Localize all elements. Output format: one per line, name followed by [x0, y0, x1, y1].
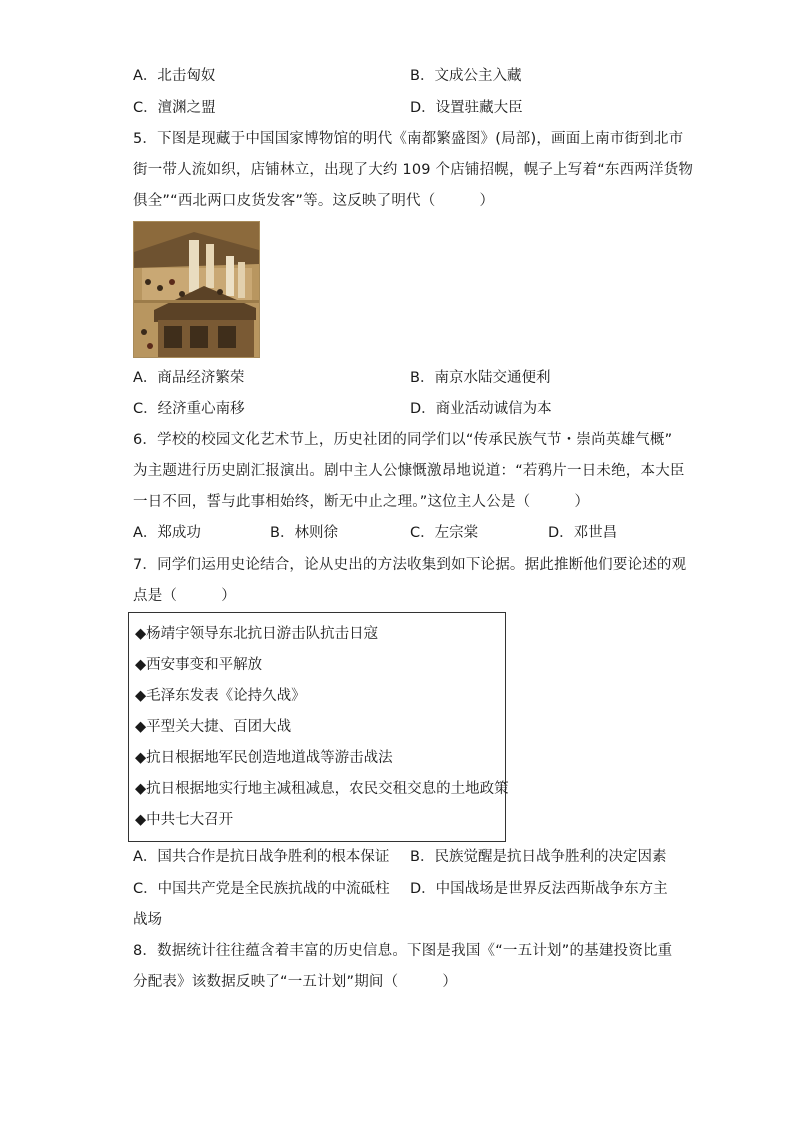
- evidence-item: ◆抗日根据地军民创造地道战等游击战法: [135, 750, 393, 766]
- q7-text-line-2: 点是（ ）: [133, 588, 236, 604]
- q5-option-c[interactable]: C．经济重心南移: [133, 401, 245, 417]
- q5-option-a[interactable]: A．商品经济繁荣: [133, 370, 245, 386]
- q7-evidence-box: [128, 612, 509, 842]
- q4-option-b[interactable]: B．文成公主入藏: [410, 68, 522, 84]
- q4-option-c[interactable]: C．澶渊之盟: [133, 100, 216, 116]
- q7-option-b[interactable]: B．民族觉醒是抗日战争胜利的决定因素: [410, 849, 667, 865]
- q4-option-d[interactable]: D．设置驻藏大臣: [410, 100, 523, 116]
- q8-text-line-2: 分配表》该数据反映了“一五计划”期间（ ）: [133, 974, 458, 990]
- q7-option-a[interactable]: A．国共合作是抗日战争胜利的根本保证: [133, 849, 390, 865]
- q5-text-line-3: 俱全”“西北两口皮货发客”等。这反映了明代（ ）: [133, 193, 495, 209]
- q7-option-d[interactable]: D．中国战场是世界反法西斯战争东方主: [410, 881, 668, 897]
- q5-text-line-2: 街一带人流如织，店铺林立，出现了大约 109 个店铺招幌，幌子上写着“东西两洋货物: [133, 162, 694, 178]
- evidence-item: ◆中共七大召开: [135, 812, 234, 828]
- evidence-item: ◆毛泽东发表《论持久战》: [135, 688, 306, 704]
- q7-text-line-1: 7．同学们运用史论结合，论从史出的方法收集到如下论据。据此推断他们要论述的观: [133, 557, 687, 573]
- q8-text-line-1: 8．数据统计往往蕴含着丰富的历史信息。下图是我国《“一五计划”的基建投资比重: [133, 943, 673, 959]
- q5-option-b[interactable]: B．南京水陆交通便利: [410, 370, 551, 386]
- q6-text-line-3: 一日不回，誓与此事相始终，断无中止之理。”这位主人公是（ ）: [133, 494, 590, 510]
- q6-option-b[interactable]: B．林则徐: [270, 525, 338, 541]
- q5-text-line-1: 5．下图是现藏于中国国家博物馆的明代《南都繁盛图》(局部)，画面上南市街到北市: [133, 131, 684, 147]
- q6-text-line-2: 为主题进行历史剧汇报演出。剧中主人公慷慨激昂地说道：“若鸦片一日未绝，本大臣: [133, 463, 685, 479]
- nandu-fanhui-painting-image: [133, 221, 260, 358]
- q6-option-d[interactable]: D．邓世昌: [548, 525, 618, 541]
- q6-option-a[interactable]: A．郑成功: [133, 525, 201, 541]
- q7-option-d-continuation: 战场: [133, 912, 162, 928]
- evidence-item: ◆西安事变和平解放: [135, 657, 263, 673]
- evidence-item: ◆杨靖宇领导东北抗日游击队抗击日寇: [135, 626, 379, 642]
- q6-option-c[interactable]: C．左宗棠: [410, 525, 479, 541]
- q7-option-c[interactable]: C．中国共产党是全民族抗战的中流砥柱: [133, 881, 390, 897]
- evidence-item: ◆平型关大捷、百团大战: [135, 719, 292, 735]
- q4-option-a[interactable]: A．北击匈奴: [133, 68, 216, 84]
- evidence-item: ◆抗日根据地实行地主减租减息，农民交租交息的土地政策: [135, 781, 509, 797]
- q5-option-d[interactable]: D．商业活动诚信为本: [410, 401, 552, 417]
- q6-text-line-1: 6．学校的校园文化艺术节上，历史社团的同学们以“传承民族气节・崇尚英雄气概”: [133, 432, 673, 448]
